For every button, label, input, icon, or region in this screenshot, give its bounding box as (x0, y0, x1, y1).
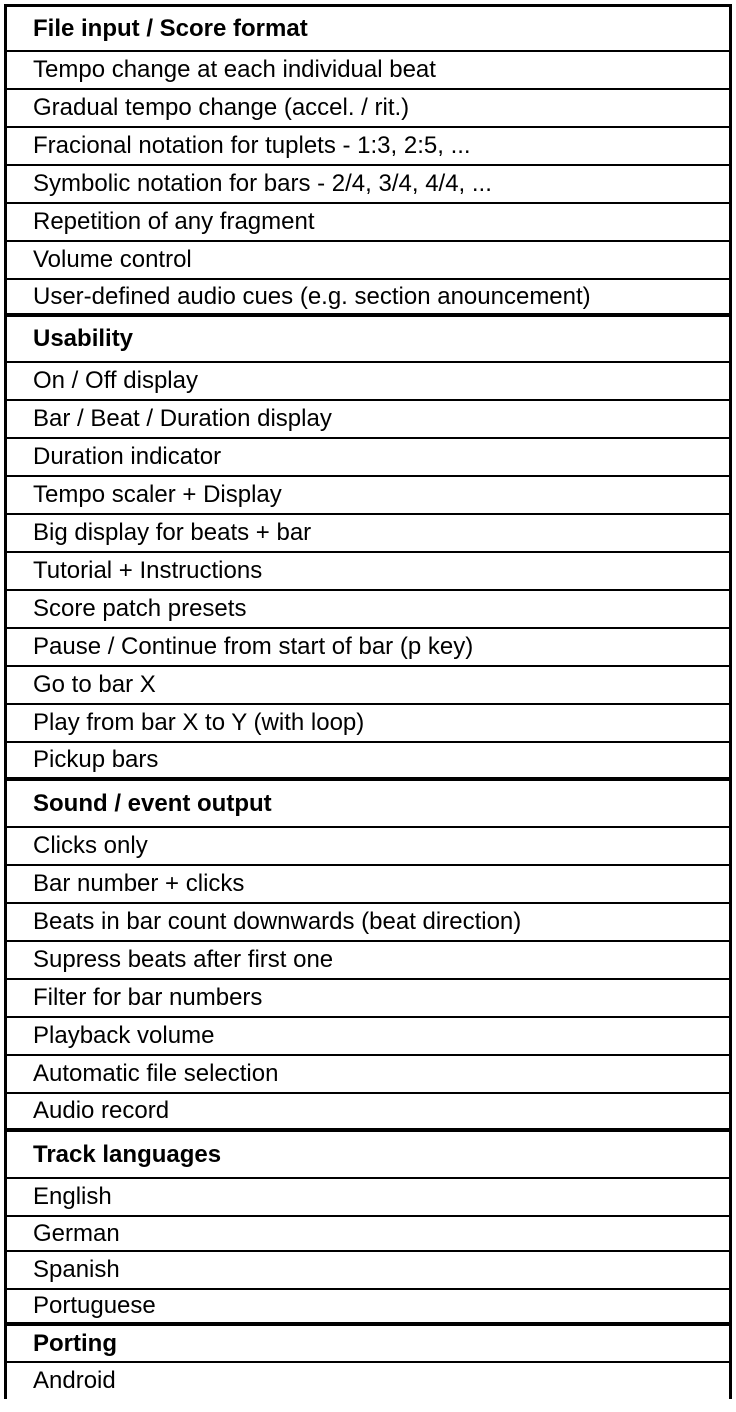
table-row: Spanish (7, 1252, 729, 1290)
table-row: Tempo change at each individual beat (7, 52, 729, 90)
table-row: Repetition of any fragment (7, 204, 729, 242)
table-row: Big display for beats + bar (7, 515, 729, 553)
section-header-sound-output: Sound / event output (7, 781, 729, 828)
table-row: Gradual tempo change (accel. / rit.) (7, 90, 729, 128)
table-row: Tutorial + Instructions (7, 553, 729, 591)
section-header-track-languages: Track languages (7, 1132, 729, 1179)
table-row: Audio record (7, 1094, 729, 1132)
table-row: Bar number + clicks (7, 866, 729, 904)
table-row: Fracional notation for tuplets - 1:3, 2:5, ... (7, 128, 729, 166)
table-row: User-defined audio cues (e.g. section anouncement) (7, 280, 729, 317)
section-header-usability: Usability (7, 317, 729, 363)
table-row: Clicks only (7, 828, 729, 866)
table-row: Portuguese (7, 1290, 729, 1326)
table-row: Symbolic notation for bars - 2/4, 3/4, 4/4, ... (7, 166, 729, 204)
table-row: On / Off display (7, 363, 729, 401)
table-row: Supress beats after first one (7, 942, 729, 980)
table-row: Pause / Continue from start of bar (p key) (7, 629, 729, 667)
section-header-porting: Porting (7, 1326, 729, 1363)
table-row: Beats in bar count downwards (beat direction) (7, 904, 729, 942)
table-row: Automatic file selection (7, 1056, 729, 1094)
table-row: Go to bar X (7, 667, 729, 705)
table-row: German (7, 1217, 729, 1252)
table-row: Pickup bars (7, 743, 729, 781)
section-header-file-input: File input / Score format (7, 7, 729, 52)
table-row: Tempo scaler + Display (7, 477, 729, 515)
table-row: English (7, 1179, 729, 1217)
table-row: Playback volume (7, 1018, 729, 1056)
table-row: Play from bar X to Y (with loop) (7, 705, 729, 743)
table-row: Volume control (7, 242, 729, 280)
table-row: Score patch presets (7, 591, 729, 629)
table-row: Android (33, 1367, 116, 1394)
table-row: Bar / Beat / Duration display (7, 401, 729, 439)
feature-table (4, 4, 732, 1399)
table-row: Duration indicator (7, 439, 729, 477)
table-row: Filter for bar numbers (7, 980, 729, 1018)
